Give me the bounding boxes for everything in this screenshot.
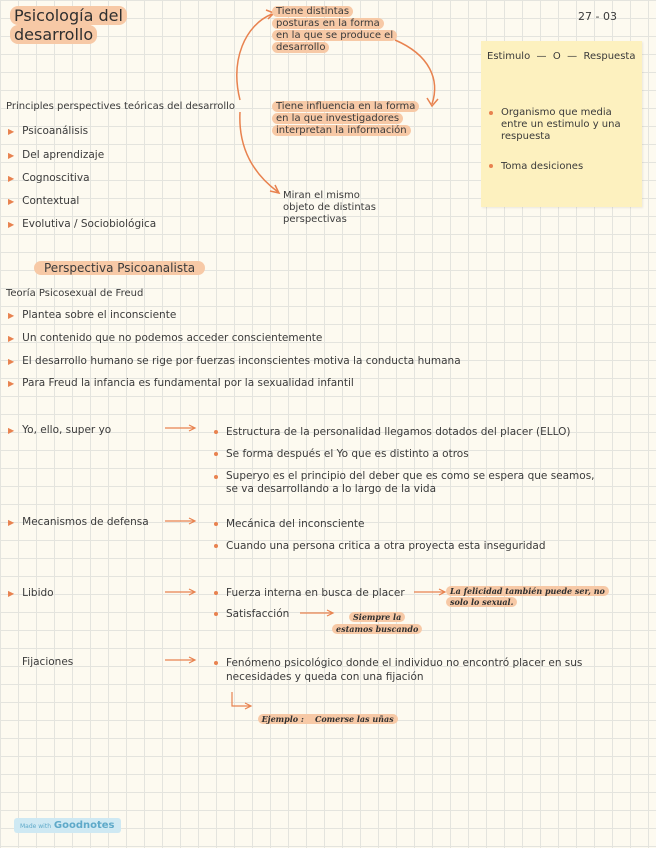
sticky-note: [481, 41, 642, 207]
section-title: Perspectiva Psicoanalista: [34, 261, 205, 275]
concept-yo-label: ▶ Yo, ello, super yo: [8, 424, 112, 436]
list-item: Satisfacción: [214, 608, 289, 620]
note-same-object: Miran el mismo objeto de distintas perspectivas: [283, 190, 376, 225]
perspectives-heading: Principles perspectives teóricas del desarrollo: [6, 101, 236, 112]
list-item: Fenómeno psicológico donde el individuo no encontró placer en sus necesidades y queda con una fijación: [214, 656, 582, 684]
list-item: ▶ Evolutiva / Sociobiológica: [8, 218, 157, 230]
list-item: ▶ Contextual: [8, 195, 80, 207]
list-item: Superyo es el principio del deber que es como se espera que seamos, se va desarrollando a lo largo de la vida: [214, 470, 595, 496]
list-item: Cuando una persona critica a otra proyecta esta inseguridad: [214, 540, 546, 552]
list-item: ▶ Del aprendizaje: [8, 149, 105, 161]
goodnotes-watermark: Made with Goodnotes: [14, 818, 121, 833]
stimulus-formula: Estimulo — O — Respuesta: [487, 51, 636, 62]
sticky-item: Toma desiciones: [489, 161, 583, 173]
date: 27 - 03: [578, 10, 617, 23]
title-line-2: desarrollo: [10, 25, 97, 44]
note-postures: Tiene distintas posturas en la forma en la que se produce el desarrollo: [272, 6, 397, 54]
list-item: ▶ Plantea sobre el inconsciente: [8, 309, 177, 321]
list-item: Fuerza interna en busca de placer: [214, 587, 405, 599]
list-item: Mecánica del inconsciente: [214, 518, 365, 530]
title-line-1: Psicología del: [10, 6, 127, 25]
libido-note-siempre: Siempre la estamos buscando: [332, 611, 422, 635]
section-subtitle: Teoría Psicosexual de Freud: [6, 288, 144, 299]
concept-fijaciones-label: Fijaciones: [22, 656, 74, 668]
note-influence: Tiene influencia en la forma en la que investigadores interpretan la información: [272, 101, 419, 137]
concept-mecanismos-label: ▶ Mecanismos de defensa: [8, 516, 149, 528]
page-title: [10, 6, 127, 44]
list-item: ▶ El desarrollo humano se rige por fuerzas inconscientes motiva la conducta humana: [8, 355, 461, 367]
list-item: Estructura de la personalidad llegamos dotados del placer (ELLO): [214, 426, 570, 438]
list-item: ▶ Cognoscitiva: [8, 172, 90, 184]
list-item: Se forma después el Yo que es distinto a otros: [214, 448, 469, 460]
libido-note-felicidad: La felicidad también puede ser, no solo lo sexual.: [446, 586, 609, 608]
list-item: ▶ Un contenido que no podemos acceder conscientemente: [8, 332, 323, 344]
list-item: ▶ Psicoanálisis: [8, 125, 89, 137]
list-item: ▶ Para Freud la infancia es fundamental por la sexualidad infantil: [8, 377, 354, 389]
fijaciones-example: Ejemplo : Comerse las uñas: [252, 704, 398, 724]
sticky-item: Organismo que media entre un estimulo y una respuesta: [489, 107, 621, 143]
concept-libido-label: ▶ Libido: [8, 587, 54, 599]
